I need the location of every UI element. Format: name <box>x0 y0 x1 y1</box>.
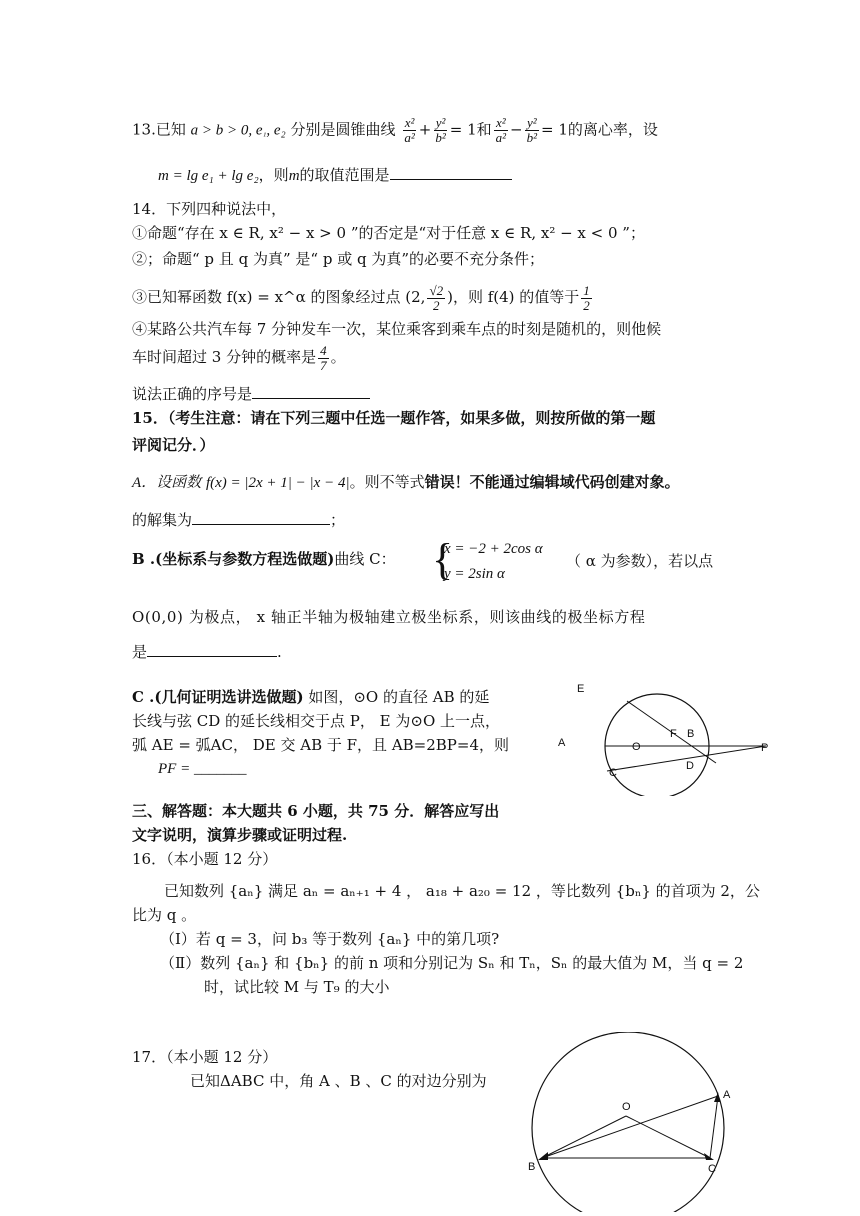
q14-item-3-frac2-den: 2 <box>583 297 590 313</box>
q16-part-2: （Ⅱ）数列 {aₙ} 和 {bₙ} 的前 n 项和分别记为 Sₙ 和 Tₙ，Sₙ 的最大值为 M，当 q = 2 <box>160 954 744 972</box>
q13-frac-x-num: x² <box>404 115 415 130</box>
q15-b-label: B .(坐标系与参数方程选做题) <box>132 550 335 568</box>
q15-a-solution-label: 的解集为 <box>132 511 193 529</box>
q16-part-1: （Ⅰ）若 q = 3，问 b₃ 等于数列 {aₙ} 中的第几项? <box>160 930 500 948</box>
q13-frac-y-den: b² <box>435 130 446 145</box>
fig1-label-C: C <box>609 767 617 779</box>
section-3-heading-1: 三、解答题：本大题共 6 小题，共 75 分．解答应写出 <box>132 802 500 820</box>
q14-item-3-frac-den: 2 <box>433 297 440 313</box>
q14-item-3-a: ③已知幂函数 f(x) = x^α 的图象经过点 (2, <box>132 288 426 306</box>
q13-frac-x2-num: x² <box>496 115 506 130</box>
fig2-label-C: C <box>708 1163 716 1175</box>
q15-b-is: 是 <box>132 643 148 661</box>
q15-c-text-1: 如图，⊙O 的直径 AB 的延 <box>303 688 490 706</box>
q15-b-curve: 曲线 C： <box>334 550 396 568</box>
q14-item-4a: ④某路公共汽车每 7 分钟发车一次，某位乘客到乘车点的时刻是随机的，则他候 <box>132 320 662 338</box>
fig1-label-O: O <box>632 741 641 753</box>
q14-item-4-frac-num: 4 <box>320 342 327 358</box>
q13-frac-y2-den: b² <box>526 130 538 145</box>
figure-circumcircle-triangle <box>520 1032 740 1212</box>
q13-subscripts: ₁ <box>262 125 267 138</box>
figure-circle-secant <box>552 676 782 796</box>
q13-condition: a > b > 0, e <box>190 122 263 139</box>
q13-frac-x2 <box>494 116 508 145</box>
q13-number: 13. <box>132 120 156 139</box>
q14-item-3-b: )，则 f(4) 的值等于 <box>447 288 580 306</box>
q13-and: 和 <box>476 120 492 139</box>
q14-item-3-frac2-num: 1 <box>583 282 590 298</box>
q16-line1: 已知数列 {aₙ} 满足 aₙ = aₙ₊₁ + 4 ， a₁₈ + a₂₀ = 12 ，等比数列 {bₙ} 的首项为 2，公 <box>164 882 760 900</box>
q14-item-1: ①命题“存在 x ∈ R, x² − x > 0 ”的否定是“对于任意 x ∈ R, x² − x < 0 ”； <box>132 224 645 242</box>
q15-part-a <box>132 471 680 494</box>
q14-item-3 <box>132 282 594 313</box>
fig2-label-A: A <box>723 1089 731 1101</box>
q15-c-line2: 长线与弦 CD 的延长线相交于点 P， E 为⊙O 上一点， <box>132 712 501 730</box>
q15-part-c <box>132 686 489 708</box>
q17-line1: 已知ΔABC 中，角 A 、B 、C 的对边分别为 <box>190 1072 487 1090</box>
q16-line2: 比为 q 。 <box>132 906 197 924</box>
q13-frac-x-den: a² <box>404 130 415 145</box>
q14-answer-label: 说法正确的序号是 <box>132 385 253 403</box>
q14-item-4-text: 车时间超过 3 分钟的概率是 <box>132 348 317 366</box>
q15-a-function: f(x) = |2x + 1| − |x − 4| <box>205 475 350 491</box>
q13-line2 <box>158 163 512 187</box>
q13-text-2: 分别是圆锥曲线 <box>290 120 396 139</box>
q13-frac-y-num: y² <box>435 115 446 130</box>
fig1-label-E: E <box>577 683 585 695</box>
q14-item-2: ②；命题“ p 且 q 为真” 是“ p 或 q 为真”的必要不充分条件； <box>132 250 544 268</box>
q15-b-eq2: y = 2sin α <box>444 566 505 582</box>
q15-b-parameter: （ α 为参数），若以点 <box>566 552 714 570</box>
q13-eq2: = 1 <box>541 120 568 139</box>
q13-comma: , e₂ <box>266 122 286 139</box>
fig1-label-P: P <box>761 742 769 754</box>
q15-part-a-line2 <box>132 508 345 531</box>
fig2-label-B: B <box>528 1161 536 1173</box>
q13-then: ，则 <box>258 166 289 184</box>
q14-item-3-frac-num: √2 <box>429 282 444 298</box>
q13-line1: 13.已知 a > b > 0, e₁, e₂ 分别是圆锥曲线 $\frac{\text{x²}}{\text{a²}}$ + $\frac{\text{y²}}{\text{b²}}$ = 1和 $\frac{\text{x²}}{\text{a²}}$ − $\frac{\text{y²}}{\text{b²}}$ = 1的离心率，设 <box>132 115 658 145</box>
q13-text-1: 已知 <box>155 120 186 139</box>
q13-eq1: = 1 <box>449 120 477 139</box>
q15-a-semicolon: ； <box>330 511 346 529</box>
q16-part-2b: 时，试比较 M 与 T₉ 的大小 <box>204 978 390 996</box>
q13-frac-y2 <box>525 116 539 145</box>
q15-part-b <box>132 548 396 570</box>
fig1-label-A: A <box>558 737 566 749</box>
q15-heading-2: 评阅记分．） <box>132 436 215 454</box>
q13-frac-y <box>433 116 447 145</box>
q13-frac-x <box>402 116 416 145</box>
q13-text-3: 的离心率，设 <box>567 120 658 139</box>
q15-a-inequality-text: 。则不等式 <box>349 473 425 491</box>
q15-c-line4: PF = _______ <box>158 761 247 777</box>
q14-item-3-frac <box>427 284 445 313</box>
fig2-label-O: O <box>622 1101 631 1113</box>
q13-m: m <box>288 168 300 184</box>
q14-item-4-end: 。 <box>330 348 346 366</box>
q13-frac-x2-den: a² <box>495 130 507 145</box>
q15-b-brace: { <box>432 535 454 584</box>
q14-heading: 14．下列四种说法中， <box>132 200 287 218</box>
q15-b-line3 <box>132 640 282 663</box>
fig1-label-B: B <box>687 728 695 740</box>
q15-b-eq1: x = −2 + 2cos α <box>444 541 543 557</box>
q14-item-4b <box>132 342 346 373</box>
fig1-label-D: D <box>686 760 694 772</box>
q15-b-line2: O(0,0) 为极点， x 轴正半轴为极轴建立极坐标系，则该曲线的极坐标方程 <box>132 608 646 626</box>
q13-range-text: 的取值范围是 <box>299 166 390 184</box>
q15-b-period: . <box>277 643 282 661</box>
q17-heading: 17．（本小题 12 分） <box>132 1048 278 1066</box>
q16-heading: 16．（本小题 12 分） <box>132 850 278 868</box>
section-3-heading-2: 文字说明，演算步骤或证明过程. <box>132 826 348 844</box>
q15-c-line3: 弧 AE = 弧AC， DE 交 AB 于 F，且 AB=2BP=4，则 <box>132 736 510 754</box>
q15-b-answer-blank <box>147 640 277 657</box>
q13-frac-y2-num: y² <box>526 115 537 130</box>
q15-heading-1: 15．（考生注意：请在下列三题中任选一题作答，如果多做，则按所做的第一题 <box>132 409 656 427</box>
q14-answer-blank <box>252 382 370 399</box>
q15-a-error-message: 错误！不能通过编辑域代码创建对象。 <box>424 473 680 491</box>
fig1-label-F: F <box>670 728 677 740</box>
q13-m-definition: m = lg e₁ + lg e₂ <box>158 168 259 184</box>
q14-item-3-frac2 <box>581 284 592 313</box>
q15-c-label: C .(几何证明选讲选做题) <box>132 688 304 706</box>
q14-answer-line <box>132 382 370 405</box>
q15-a-answer-blank <box>192 508 330 525</box>
q15-a-label: A．设函数 <box>132 475 202 491</box>
q14-item-4-frac <box>318 344 329 373</box>
q14-item-4-frac-den: 7 <box>320 357 327 373</box>
q13-answer-blank <box>390 163 512 180</box>
